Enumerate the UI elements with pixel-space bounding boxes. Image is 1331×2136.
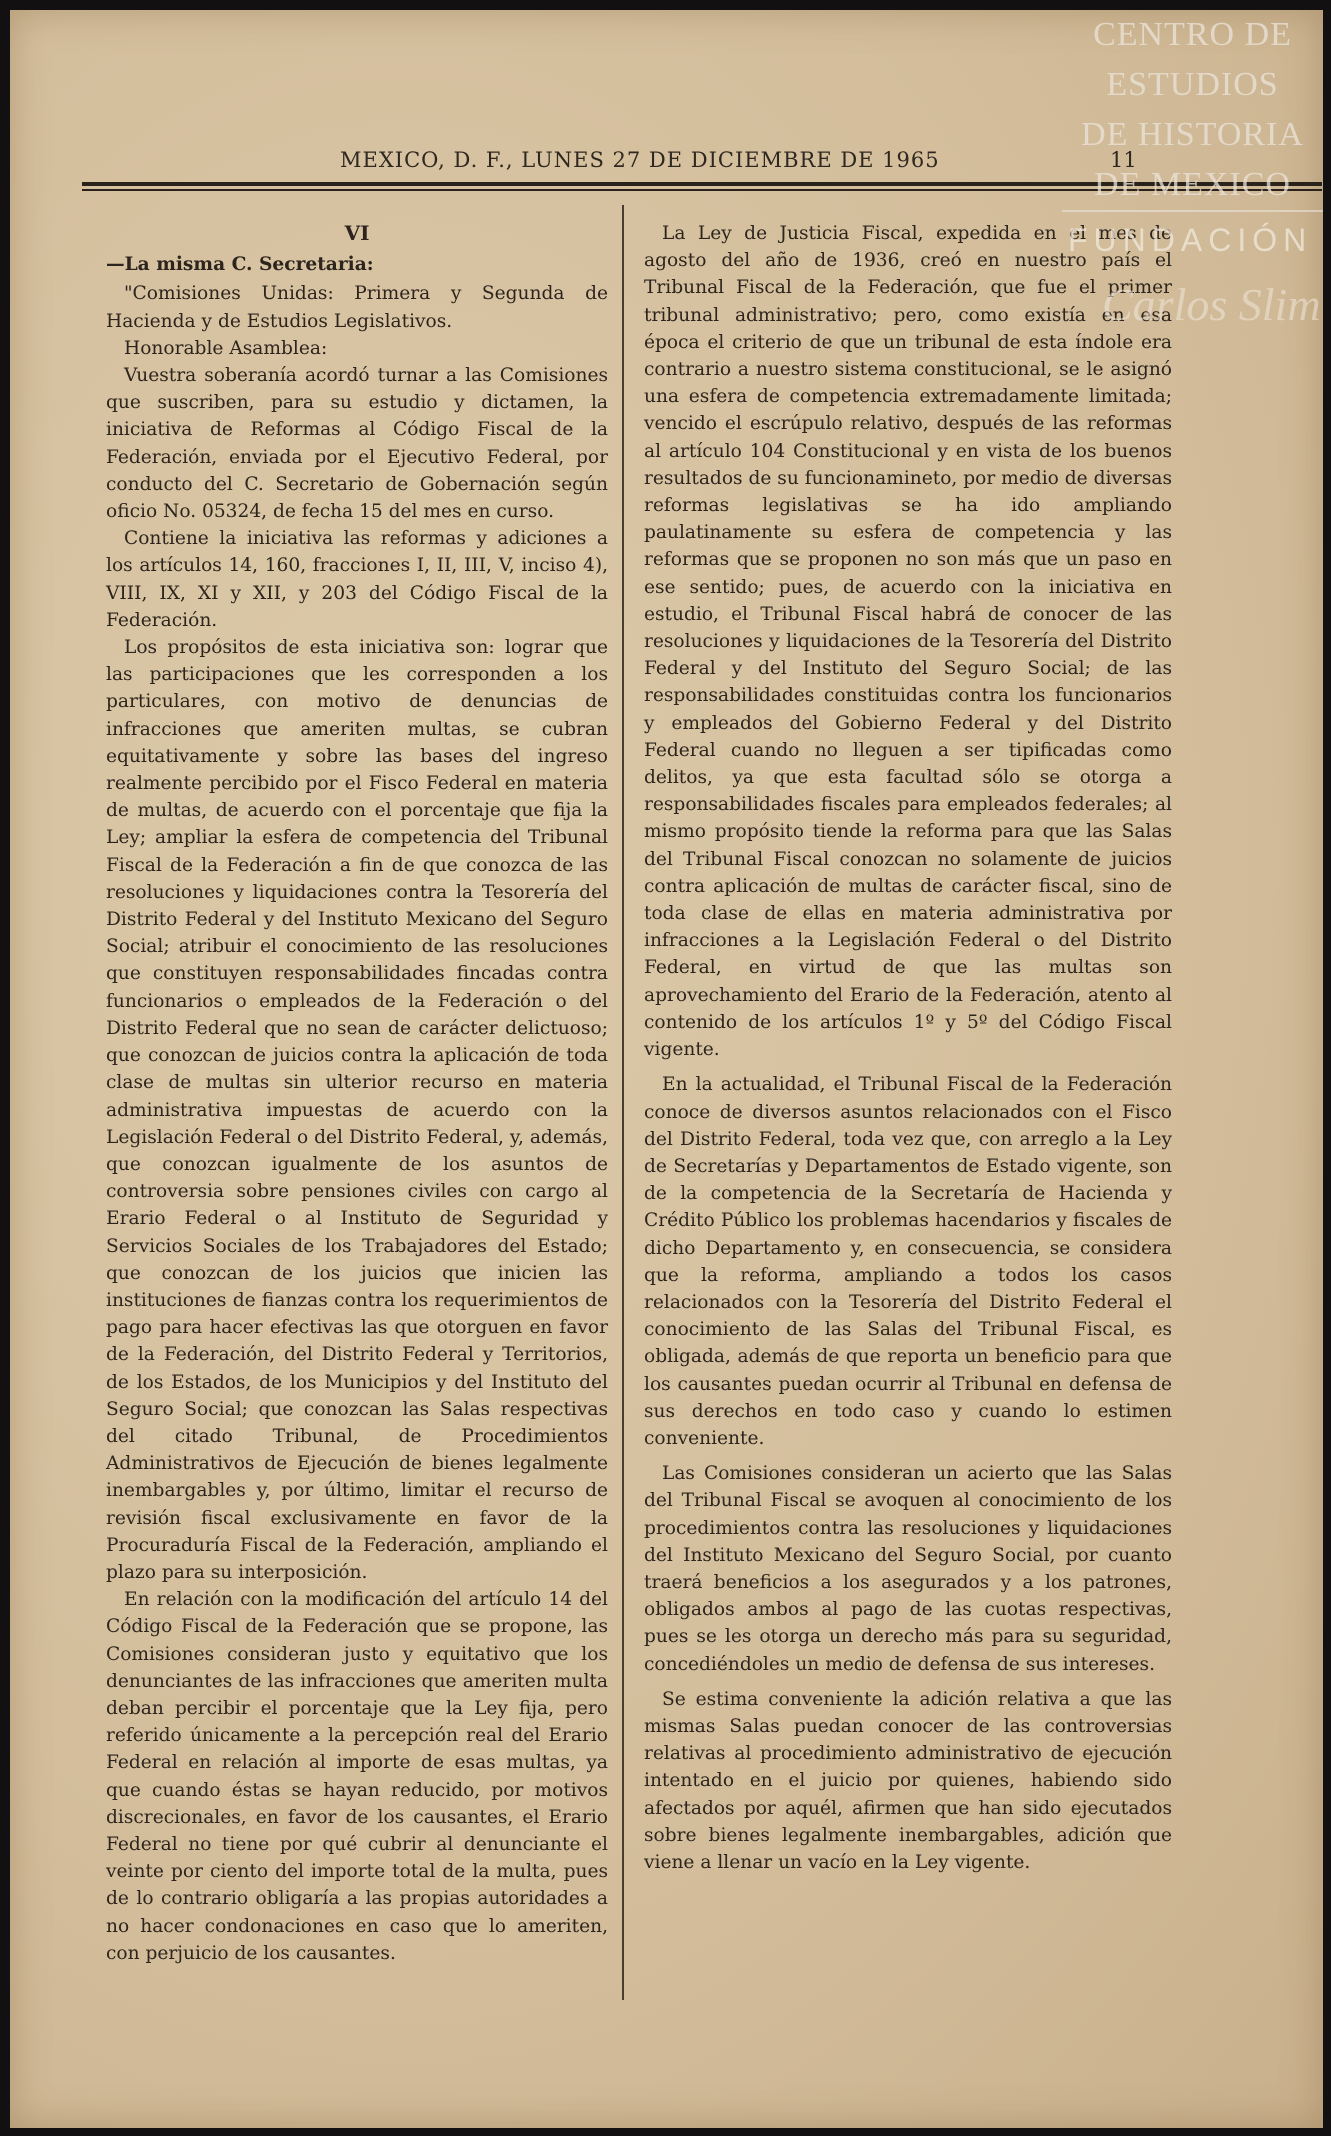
left-column <box>106 220 608 1967</box>
watermark-line: DE HISTORIA <box>1081 116 1304 153</box>
column-divider <box>622 205 624 2000</box>
section-number: VI <box>344 221 370 245</box>
watermark-divider <box>1062 210 1323 212</box>
newspaper-page <box>10 10 1323 2128</box>
right-column <box>644 220 1172 1876</box>
watermark-line: DE MEXICO <box>1094 166 1291 203</box>
paragraph: Honorable Asamblea: <box>124 337 328 359</box>
paragraph: En relación con la modificación del artículo 14 del Código Fiscal de la Federación que se propone, las Comisiones consideran justo y equitativo que los denunciantes de las infracciones que ameriten multa deban percibir el porcentaje que la Ley fija, pero referido únicamente a la percepción real del Erario Federal en relación al importe de esas multas, ya que cuando éstas se hayan reducido, por motivos discrecionales, en favor de los causantes, el Erario Federal no tiene por qué cubrir al denunciante el veinte por ciento del importe total de la multa, pues de lo contrario obligaría a las propias autoridades a no hacer condonaciones en caso que lo ameriten, con perjuicio de los causantes. <box>106 1589 608 1964</box>
header-date-line: MEXICO, D. F., LUNES 27 DE DICIEMBRE DE 1965 <box>340 148 940 172</box>
page-number: 11 <box>1110 148 1137 172</box>
watermark-foundation: FUNDACIÓN <box>1068 222 1313 258</box>
paragraph: En la actualidad, el Tribunal Fiscal de la Federación conoce de diversos asuntos relacionados con el Fisco del Distrito Federal, toda vez que, con arreglo a la Ley de Secretarías y Departamentos de Estado vigente, son de la competencia de la Secretaría de Hacienda y Crédito Público los problemas hacendarios y fiscales de dicho Departamento y, en consecuencia, se considera que la reforma, ampliando a todos los casos relacionados con la Tesorería del Distrito Federal el conocimiento de las Salas del Tribunal Fiscal, es obligada, además de que reporta un beneficio para que los causantes puedan ocurrir al Tribunal en defensa de sus derechos en todo caso y cuando lo estimen conveniente. <box>644 1074 1172 1449</box>
archive-watermark <box>1062 10 1323 330</box>
paragraph: Los propósitos de esta iniciativa son: lograr que las participaciones que les corresponden a los particulares, con motivo de denuncias de infracciones que ameriten multas, se cubran equitativamente y sobre las bases del ingreso realmente percibido por el Fisco Federal en materia de multas, de acuerdo con el porcentaje que fija la Ley; ampliar la esfera de competencia del Tribunal Fiscal de la Federación a fin de que conozca de las resoluciones y liquidaciones contra la Tesorería del Distrito Federal y del Instituto Mexicano del Seguro Social; atribuir el conocimiento de las resoluciones que constituyen responsabilidades fincadas contra funcionarios o empleados de la Federación o del Distrito Federal que no sean de carácter delictuoso; que conozcan de juicios contra la aplicación de toda clase de multas sin ulterior recurso en materia administrativa impuestas de acuerdo con la Legislación Federal o del Distrito Federal, y, además, que conozcan igualmente de los asuntos de controversia sobre pensiones civiles con cargo al Erario Federal o al Instituto de Seguridad y Servicios Sociales de los Trabajadores del Estado; que conozcan de los juicios que inicien las instituciones de fianzas contra los requerimientos de pago para hacer efectivas las que otorguen en favor de la Federación, del Distrito Federal y Territorios, de los Estados, de los Municipios y del Instituto del Seguro Social; que conozcan las Salas respectivas del citado Tribunal, de Procedimientos Administrativos de Ejecución de bienes legalmente inembargables y, por último, limitar el recurso de revisión fiscal exclusivamente en favor de la Procuraduría Fiscal de la Federación, ampliando el plazo para su interposición. <box>106 637 608 1583</box>
paragraph: La Ley de Justicia Fiscal, expedida en el mes de agosto del año de 1936, creó en nuestro país el Tribunal Fiscal de la Federación, que fue el primer tribunal administrativo; pero, como existía en esa época el criterio de que un tribunal de esta índole era contrario a nuestro sistema constitucional, se le asignó una esfera de competencia extremadamente limitada; vencido el escrúpulo relativo, después de las reformas al artículo 104 Constitucional y en vista de los buenos resultados de su funcionamineto, por medio de diversas reformas legislativas se ha ido ampliando paulatinamente su esfera de competencia y las reformas que se proponen no son más que un paso en ese sentido; pues, de acuerdo con la iniciativa en estudio, el Tribunal Fiscal habrá de conocer de las resoluciones y liquidaciones de la Tesorería del Distrito Federal y del Instituto del Seguro Social; de las responsabilidades constituidas contra los funcionarios y empleados del Gobierno Federal y del Distrito Federal cuando no lleguen a ser tipificadas como delitos, ya que esta facultad sólo se otorga a responsabilidades fiscales para empleados federales; al mismo propósito tiende la reforma para que las Salas del Tribunal Fiscal conozcan no solamente de juicios contra aplicación de multas de carácter fiscal, sino de toda clase de ellas en materia administrativa por infracciones a la Legislación Federal o del Distrito Federal, en virtud de que las multas son aprovechamiento del Erario de la Federación, atento al contenido de los artículos 1º y 5º del Código Fiscal vigente. <box>644 223 1172 1061</box>
paragraph: Se estima conveniente la adición relativa a que las mismas Salas puedan conocer de las controversias relativas al procedimiento administrativo de ejecución intentado en el juicio por quienes, habiendo sido afectados por aquél, afirmen que han sido ejecutados sobre bienes legalmente inembargables, adición que viene a llenar un vacío en la Ley vigente. <box>644 1688 1172 1873</box>
speaker-line: —La misma C. Secretaria: <box>106 254 374 276</box>
paragraph: "Comisiones Unidas: Primera y Segunda de Hacienda y de Estudios Legislativos. <box>106 283 608 332</box>
paragraph: Las Comisiones consideran un acierto que las Salas del Tribunal Fiscal se avoquen al conocimiento de los procedimientos contra las resoluciones y liquidaciones del Instituto Mexicano del Seguro Social, por cuanto traerá beneficios a los asegurados y a los patrones, obligados ambos al pago de las cuotas respectivas, pues se les otorga un derecho más para su seguridad, concediéndoles un medio de defensa de sus intereses. <box>644 1463 1172 1675</box>
watermark-line: ESTUDIOS <box>1106 66 1279 103</box>
watermark-line: CENTRO DE <box>1093 16 1292 53</box>
watermark-signature: Carlos Slim <box>1102 279 1321 330</box>
paragraph: Contiene la iniciativa las reformas y adiciones a los artículos 14, 160, fracciones I, II, III, V, inciso 4), VIII, IX, XI y XII, y 203 del Código Fiscal de la Federación. <box>106 528 608 631</box>
paragraph: Vuestra soberanía acordó turnar a las Comisiones que suscriben, para su estudio y dictamen, la iniciativa de Reformas al Código Fiscal de la Federación, enviada por el Ejecutivo Federal, por conducto del C. Secretario de Gobernación según oficio No. 05324, de fecha 15 del mes en curso. <box>106 365 608 523</box>
